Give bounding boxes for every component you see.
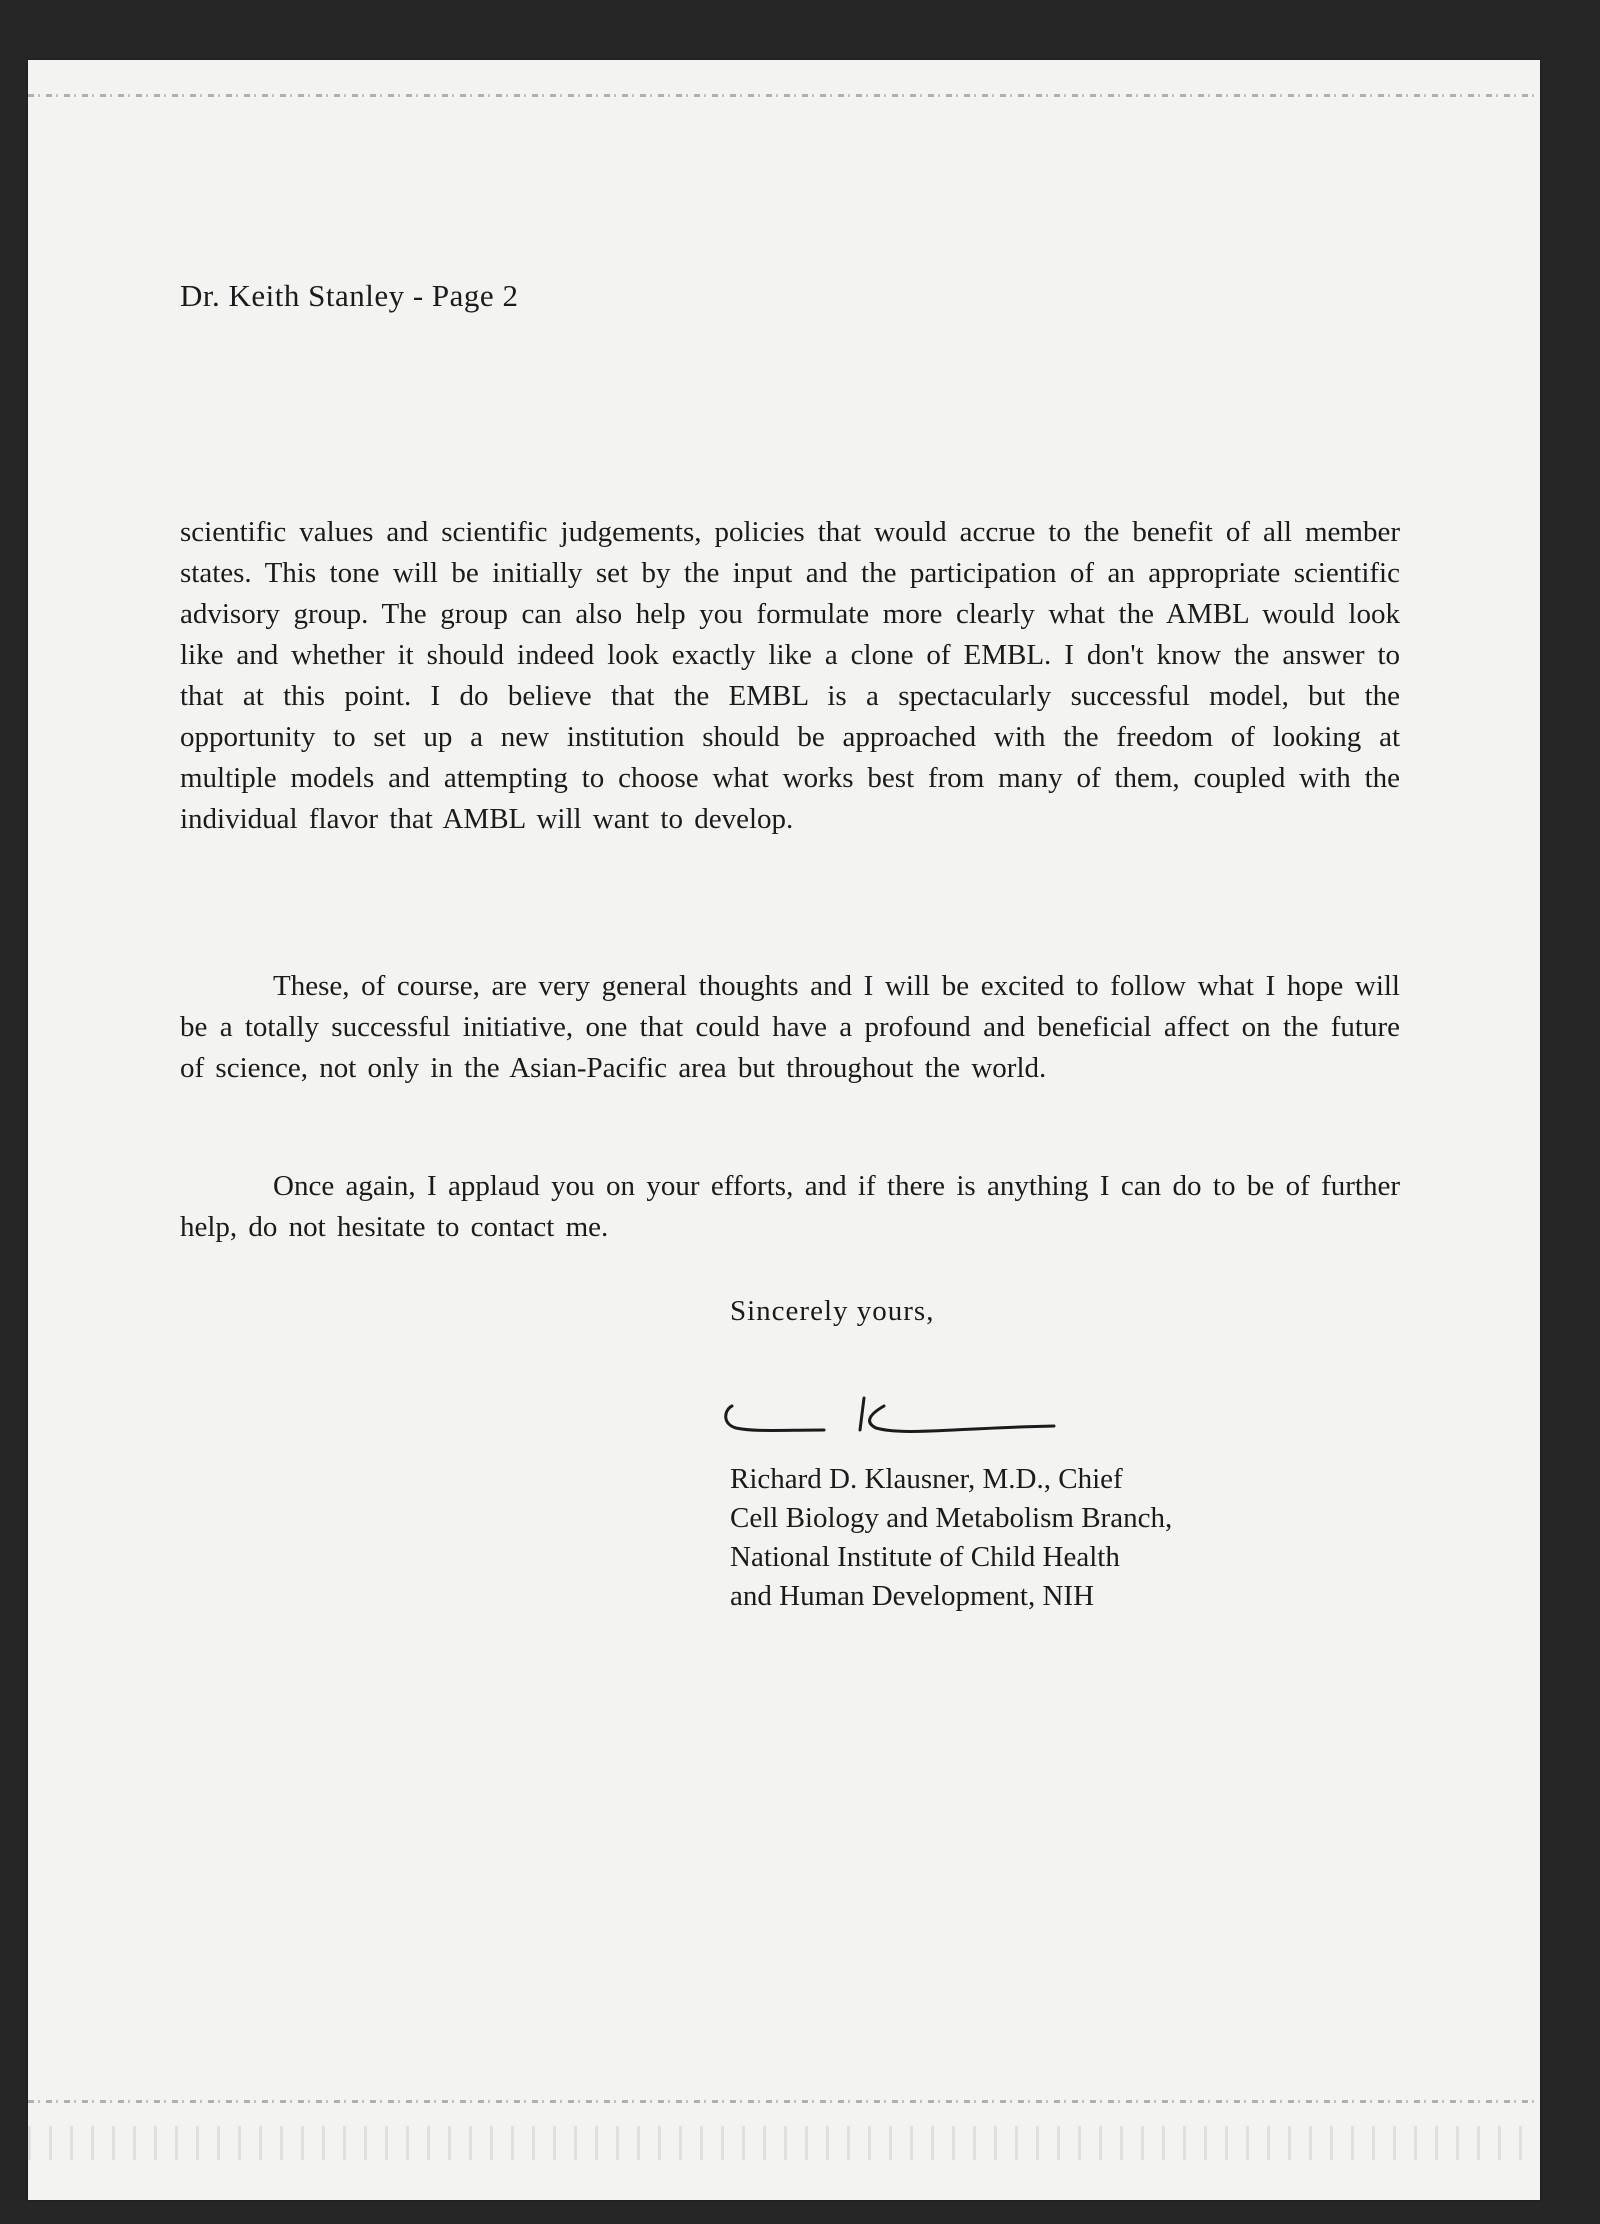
closing-salutation: Sincerely yours, [730,1295,935,1327]
signature-block [730,1460,1172,1616]
signer-branch: Cell Biology and Metabolism Branch, [730,1502,1173,1534]
paragraph-3: Once again, I applaud you on your efforts, and if there is anything I can do to be of further help, do not hesitate to contact me. [180,1170,1400,1243]
scan-artifact-top [28,94,1540,97]
signer-organization: and Human Development, NIH [730,1580,1095,1612]
handwritten-signature [714,1358,1074,1448]
scan-artifact-bottom [28,2100,1540,2103]
paragraph-2: These, of course, are very general thoughts and I will be excited to follow what I hope will be a totally successful initiative, one that could have a profound and beneficial affect on the future of science, not only in the Asian-Pacific area but throughout the world. [180,970,1400,1084]
scan-noise [28,2126,1540,2160]
signer-institute: National Institute of Child Health [730,1541,1120,1573]
page-header: Dr. Keith Stanley - Page 2 [180,278,519,313]
paragraph-1: scientific values and scientific judgements, policies that would accrue to the benefit of all member states. This tone will be initially set by the input and the participation of an appropriate scientific advisory group. The group can also help you formulate more clearly what the AMBL would look like and whether it should indeed look exactly like a clone of EMBL. I don't know the answer to that at this point. I do believe that the EMBL is a spectacularly successful model, but the opportunity to set up a new institution should be approached with the freedom of looking at multiple models and attempting to choose what works best from many of them, coupled with the individual flavor that AMBL will want to develop. [180,516,1400,835]
letter-page [28,60,1540,2200]
signer-name-title: Richard D. Klausner, M.D., Chief [730,1463,1123,1495]
